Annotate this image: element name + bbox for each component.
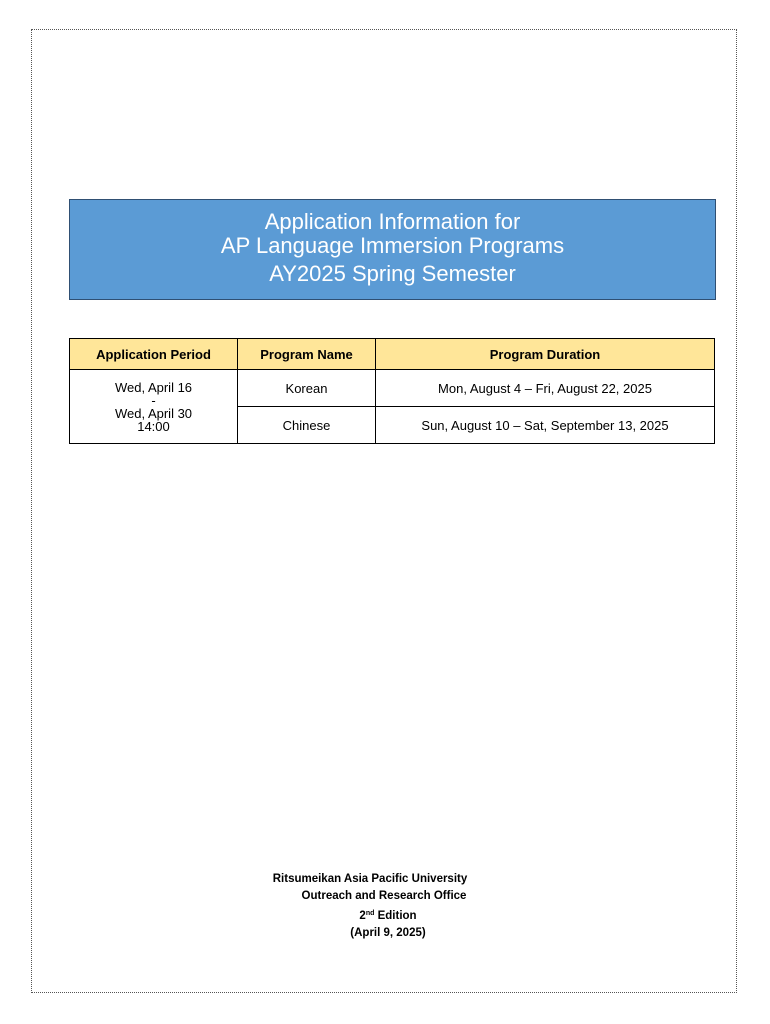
edition-word: Edition <box>377 910 417 922</box>
program-name-chinese: Chinese <box>238 407 376 444</box>
edition-number: 2 <box>359 910 366 922</box>
edition-line <box>6 905 770 925</box>
header-application-period: Application Period <box>70 339 238 370</box>
period-time: 14:00 <box>137 418 170 434</box>
period-start: Wed, April 16 <box>114 379 193 395</box>
application-table <box>69 338 715 444</box>
page-border <box>31 29 737 993</box>
edition-date: (April 9, 2025) <box>350 927 426 939</box>
period-separator: - <box>151 392 156 408</box>
edition-suffix: nd <box>365 910 375 917</box>
title-line-2: AP Language Immersion Programs <box>220 233 565 258</box>
period-end: Wed, April 30 <box>114 405 193 421</box>
title-line-3: AY2025 Spring Semester <box>269 261 516 286</box>
program-duration-chinese: Sun, August 10 – Sat, September 13, 2025 <box>376 407 715 444</box>
header-program-name: Program Name <box>238 339 376 370</box>
header-program-duration: Program Duration <box>376 339 715 370</box>
footer-block <box>0 871 770 942</box>
university-name: Ritsumeikan Asia Pacific University <box>272 873 468 885</box>
program-name-korean: Korean <box>238 370 376 407</box>
office-name: Outreach and Research Office <box>301 890 467 902</box>
table-row <box>70 370 715 407</box>
table-header-row <box>70 339 715 370</box>
program-duration-korean: Mon, August 4 – Fri, August 22, 2025 <box>376 370 715 407</box>
application-period-cell <box>70 370 238 444</box>
title-line-1: Application Information for <box>264 209 521 234</box>
title-banner <box>69 199 716 300</box>
